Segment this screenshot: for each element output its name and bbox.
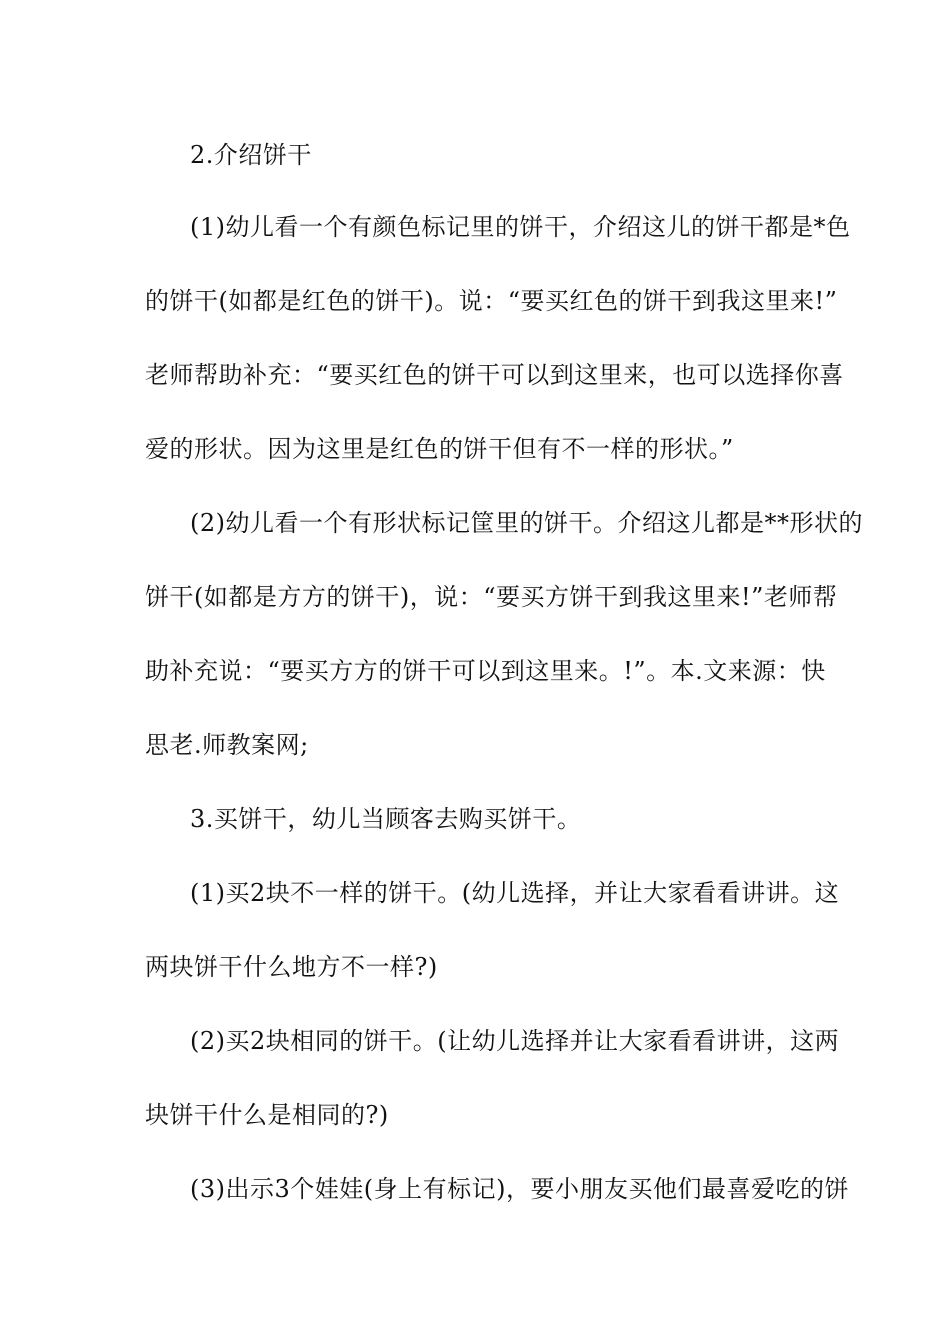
paragraph-line: (2)买2块相同的饼干。(让幼儿选择并让大家看看讲讲，这两: [190, 1027, 840, 1055]
paragraph-line: 两块饼干什么地方不一样?): [145, 953, 438, 981]
paragraph-line: 块饼干什么是相同的?): [145, 1101, 389, 1129]
paragraph-line: (3)出示3个娃娃(身上有标记)，要小朋友买他们最喜爱吃的饼: [190, 1175, 849, 1203]
section-heading-introduce-biscuits: 2.介绍饼干: [190, 141, 312, 169]
paragraph-line: (2)幼儿看一个有形状标记筐里的饼干。介绍这儿都是**形状的: [190, 509, 863, 537]
paragraph-line: 助补充说：“要买方方的饼干可以到这里来。!”。本.文来源：快: [145, 657, 826, 685]
paragraph-line: 老师帮助补充：“要买红色的饼干可以到这里来，也可以选择你喜: [145, 361, 844, 389]
section-heading-buy-biscuits: 3.买饼干，幼儿当顾客去购买饼干。: [190, 805, 582, 833]
paragraph-line: (1)买2块不一样的饼干。(幼儿选择，并让大家看看讲讲。这: [190, 879, 840, 907]
paragraph-line: (1)幼儿看一个有颜色标记里的饼干，介绍这儿的饼干都是*色: [190, 213, 851, 241]
paragraph-line: 思老.师教案网;: [145, 731, 309, 759]
paragraph-line: 饼干(如都是方方的饼干)，说：“要买方饼干到我这里来!”老师帮: [145, 583, 838, 611]
paragraph-line: 的饼干(如都是红色的饼干)。说：“要买红色的饼干到我这里来!”: [145, 287, 838, 315]
paragraph-line: 爱的形状。因为这里是红色的饼干但有不一样的形状。”: [145, 435, 734, 463]
